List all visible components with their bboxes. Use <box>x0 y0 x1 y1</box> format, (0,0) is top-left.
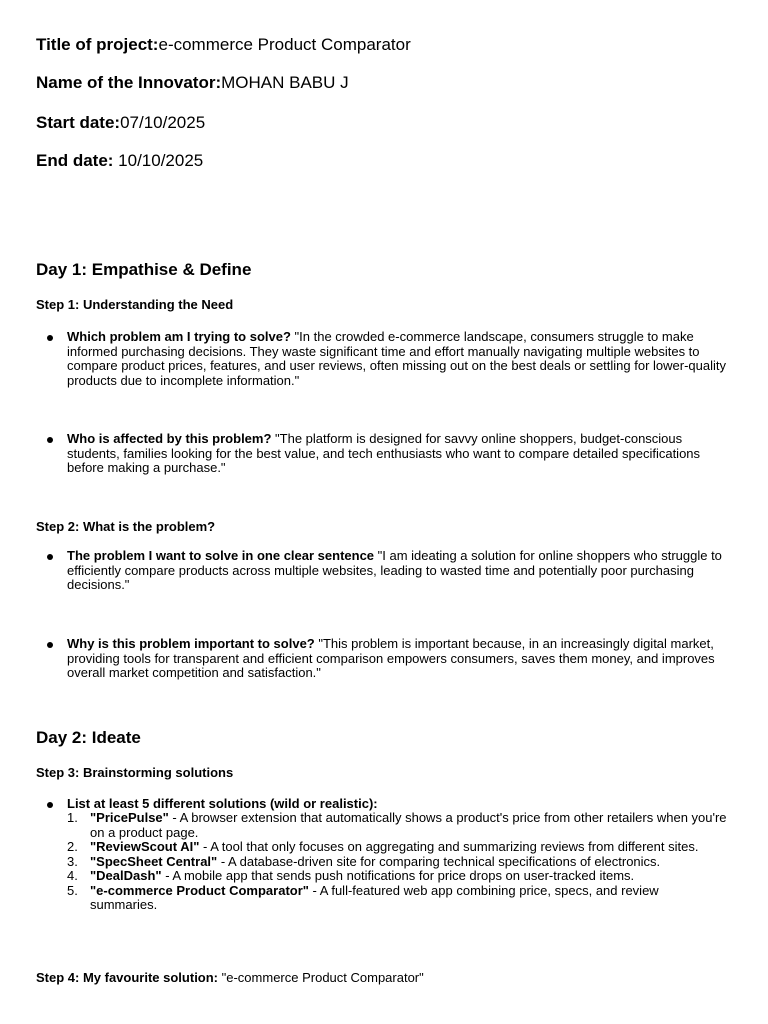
step2-heading: Step 2: What is the problem? <box>36 519 216 534</box>
innovator-line <box>36 73 349 93</box>
list-item <box>67 840 727 855</box>
list-item <box>67 869 727 884</box>
project-title-line <box>36 35 411 55</box>
item-name: "SpecSheet Central" <box>90 853 218 869</box>
innovator-value: MOHAN BABU J <box>221 73 349 92</box>
question-answer: "I am ideating a solution for online shoppers who struggle to efficiently compare products across multiple websites, leading to wasted time and potentially poor purchasing decisions." <box>67 548 722 592</box>
end-date-value: 10/10/2025 <box>118 151 204 170</box>
item-number: 3. <box>67 853 78 869</box>
step2-question-2 <box>67 637 727 681</box>
question-label: Which problem am I trying to solve? <box>67 329 291 344</box>
day2-heading: Day 2: Ideate <box>36 728 141 747</box>
item-name: "PricePulse" <box>90 810 169 825</box>
bullet-dot <box>47 802 53 808</box>
question-label: Why is this problem important to solve? <box>67 636 315 651</box>
start-date-line <box>36 113 205 133</box>
start-date-value: 07/10/2025 <box>120 113 206 132</box>
item-desc: - A full-featured web app combining price, specs, and review summaries. <box>90 882 659 912</box>
question-label: Who is affected by this problem? <box>67 431 272 446</box>
step3-heading: Step 3: Brainstorming solutions <box>36 765 234 780</box>
item-name: "ReviewScout AI" <box>90 839 200 854</box>
question-answer: "This problem is important because, in an increasingly digital market, providing tools for transparent and efficient comparison empowers consumers, saves them money, and improves overall market competition and satisfaction." <box>67 636 715 680</box>
step1-question-2 <box>67 432 727 476</box>
question-answer: "In the crowded e-commerce landscape, consumers struggle to make informed purchasing decisions. They waste significant time and effort manually navigating multiple websites to compare product prices, features, and user reviews, often missing out on the best deals or settling for lower-quality products due to incomplete information." <box>67 329 726 388</box>
bullet-dot <box>47 437 53 443</box>
item-name: "DealDash" <box>90 868 162 883</box>
list-item <box>67 811 727 840</box>
step1-heading: Step 1: Understanding the Need <box>36 297 234 312</box>
end-date-line <box>36 151 203 171</box>
item-number: 1. <box>67 810 78 825</box>
bullet-dot <box>47 554 53 560</box>
item-desc: - A tool that only focuses on aggregating and summarizing reviews from different sites. <box>199 839 699 854</box>
step4-line <box>36 970 424 986</box>
item-desc: - A mobile app that sends push notifications for price drops on user-tracked items. <box>161 868 635 883</box>
list-item <box>67 855 727 870</box>
item-number: 4. <box>67 868 78 883</box>
item-desc: - A browser extension that automatically shows a product's price from other retailers when you're on a product page. <box>90 810 727 840</box>
solutions-list <box>67 811 727 913</box>
project-title-value: e-commerce Product Comparator <box>158 35 411 54</box>
innovator-label: Name of the Innovator: <box>36 73 222 92</box>
list-item <box>67 884 727 913</box>
item-name: "e-commerce Product Comparator" <box>90 882 309 898</box>
question-label: The problem I want to solve in one clear sentence <box>67 548 375 563</box>
end-date-label: End date: <box>36 151 119 170</box>
list-label: List at least 5 different solutions (wild or realistic): <box>67 796 378 811</box>
item-number: 2. <box>67 839 78 854</box>
question-answer: "The platform is designed for savvy online shoppers, budget-conscious students, families looking for the best value, and tech enthusiasts who want to compare detailed specifications before making a purchase." <box>67 431 701 475</box>
start-date-label: Start date: <box>36 113 121 132</box>
step1-question-1 <box>67 330 727 388</box>
day1-heading: Day 1: Empathise & Define <box>36 260 252 279</box>
step4-value: "e-commerce Product Comparator" <box>218 970 424 985</box>
item-desc: - A database-driven site for comparing technical specifications of electronics. <box>217 853 661 869</box>
bullet-dot <box>47 335 53 341</box>
step4-label: Step 4: My favourite solution: <box>36 970 219 985</box>
step2-question-1 <box>67 549 727 593</box>
bullet-dot <box>47 642 53 648</box>
item-number: 5. <box>67 882 78 898</box>
project-title-label: Title of project: <box>36 35 159 54</box>
